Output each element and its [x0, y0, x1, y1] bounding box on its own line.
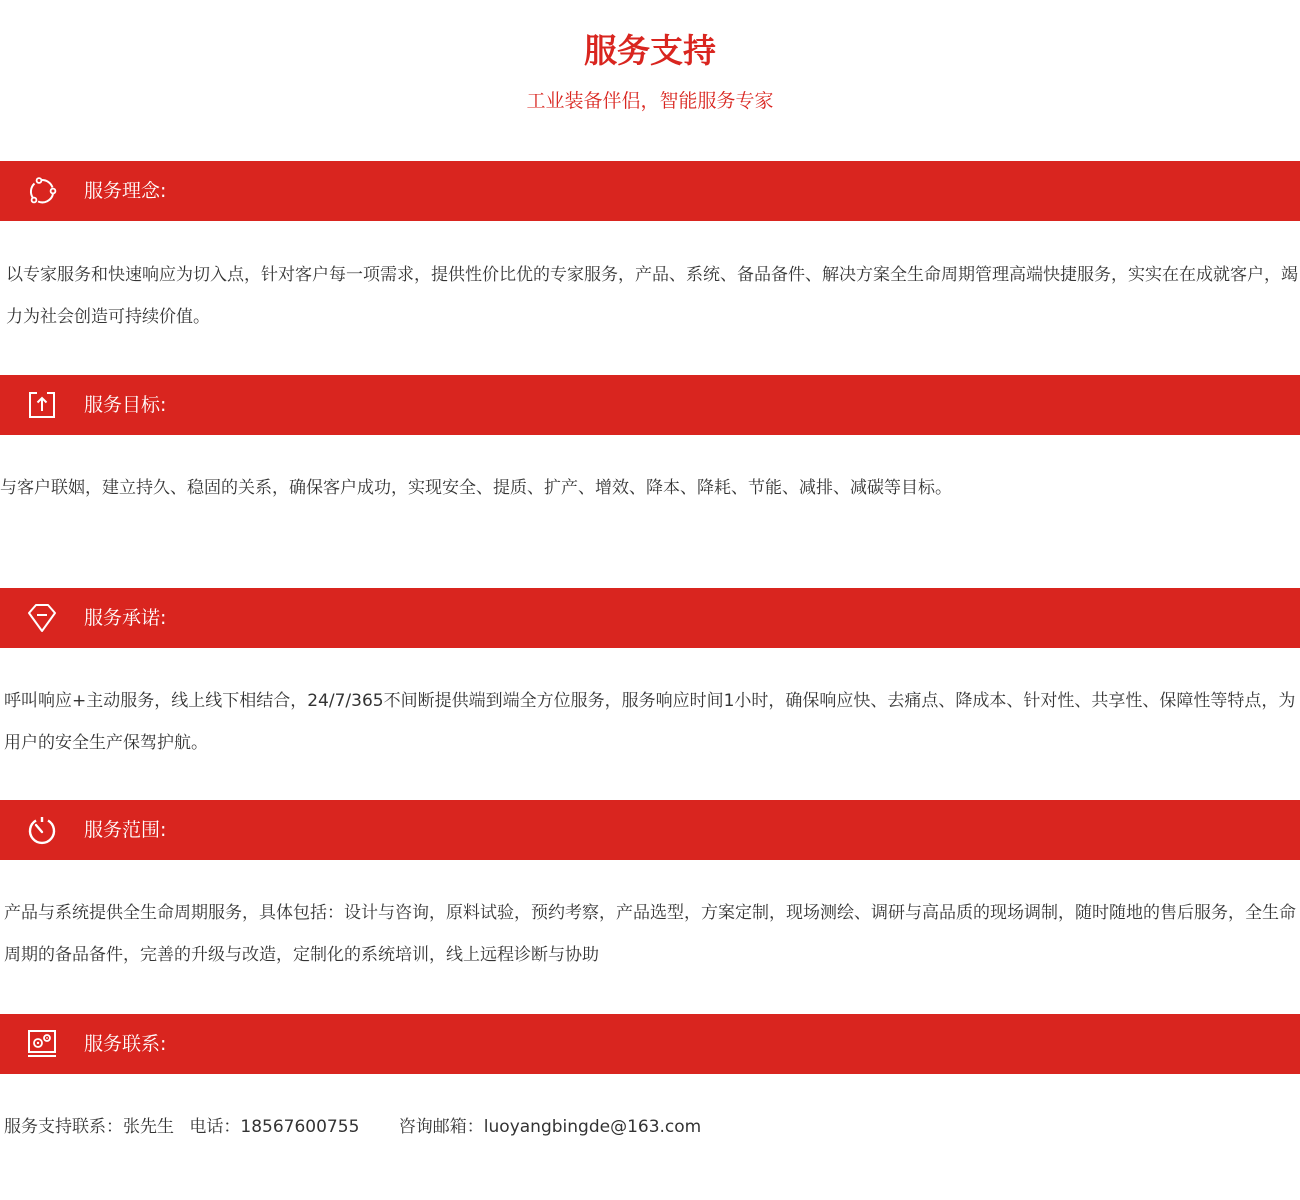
contact-phone-label: 电话： — [189, 1117, 241, 1137]
section-body-promise: 呼叫响应+主动服务，线上线下相结合，24/7/365不间断提供端到端全方位服务，服务响应时间1小时，确保响应快、去痛点、降成本、针对性、共享性、保障性等特点，为用户的安全生产保驾护航。 — [4, 691, 1296, 753]
section-title: 服务承诺: — [84, 607, 167, 629]
section-body-scope: 产品与系统提供全生命周期服务，具体包括：设计与咨询，原料试验，预约考察，产品选型，方案定制，现场测绘、调研与高品质的现场调制，随时随地的售后服务，全生命周期的备品备件，完善的升级与改造，定制化的系统培训，线上远程诊断与协助 — [4, 903, 1296, 965]
page-subtitle: 工业装备伴侣，智能服务专家 — [526, 90, 774, 112]
section-header-promise — [0, 588, 1300, 648]
contact-phone[interactable]: 18567600755 — [240, 1117, 360, 1137]
contact-email-label: 咨询邮箱： — [398, 1117, 484, 1137]
section-header-contact — [0, 1014, 1300, 1074]
section-header-philosophy — [0, 161, 1300, 221]
contact-person-label: 服务支持联系： — [4, 1117, 123, 1137]
section-header-scope — [0, 800, 1300, 860]
section-title: 服务目标: — [84, 394, 167, 416]
section-body-goal: 与客户联姻，建立持久、稳固的关系，确保客户成功，实现安全、提质、扩产、增效、降本、降耗、节能、减排、减碳等目标。 — [0, 478, 952, 498]
contact-email[interactable]: luoyangbingde@163.com — [483, 1117, 702, 1137]
contact-info — [4, 1106, 701, 1148]
contact-person: 张先生 — [123, 1117, 174, 1137]
diamond-icon — [26, 602, 58, 634]
section-title: 服务联系: — [84, 1033, 167, 1055]
upload-box-icon — [26, 389, 58, 421]
section-title: 服务范围: — [84, 819, 167, 841]
section-title: 服务理念: — [84, 180, 167, 202]
page-title: 服务支持 — [584, 31, 716, 70]
section-header-goal — [0, 375, 1300, 435]
refresh-circle-icon — [26, 175, 58, 207]
gears-screen-icon — [26, 1028, 58, 1060]
timer-icon — [26, 814, 58, 846]
section-body-philosophy: 以专家服务和快速响应为切入点，针对客户每一项需求，提供性价比优的专家服务，产品、系统、备品备件、解决方案全生命周期管理高端快捷服务，实实在在成就客户，竭力为社会创造可持续价值。 — [6, 265, 1298, 327]
